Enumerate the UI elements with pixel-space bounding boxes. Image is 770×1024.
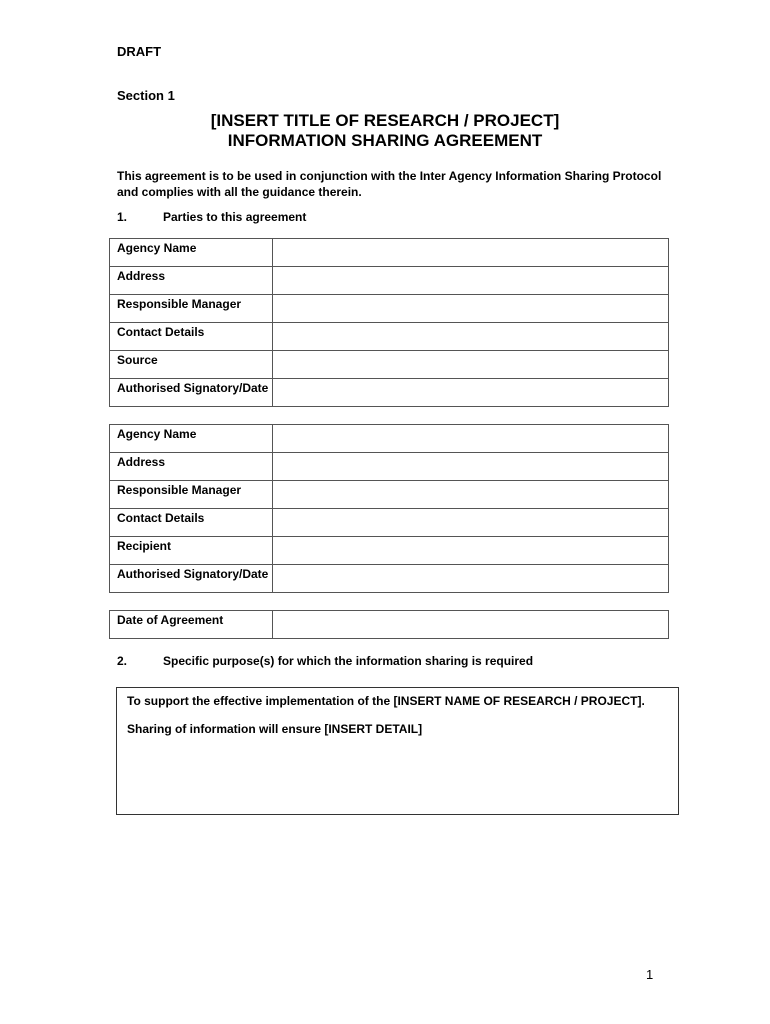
purpose-text-box[interactable] <box>116 687 679 815</box>
section-label: Section 1 <box>117 88 175 103</box>
field-label: Recipient <box>110 537 273 565</box>
source-field[interactable] <box>273 351 669 379</box>
document-subtitle: INFORMATION SHARING AGREEMENT <box>227 131 543 150</box>
date-of-agreement-table <box>109 610 669 639</box>
section-2-title: Specific purpose(s) for which the information sharing is required <box>163 654 534 668</box>
table-row <box>110 481 669 509</box>
field-label: Authorised Signatory/Date <box>110 565 273 593</box>
table-row <box>110 537 669 565</box>
field-label: Source <box>110 351 273 379</box>
agency-name-field[interactable] <box>273 239 669 267</box>
authorised-signatory-field[interactable] <box>273 565 669 593</box>
document-title: [INSERT TITLE OF RESEARCH / PROJECT] <box>210 111 560 130</box>
address-field[interactable] <box>273 453 669 481</box>
field-label: Agency Name <box>110 425 273 453</box>
table-row <box>110 267 669 295</box>
source-party-table <box>109 238 669 407</box>
field-label: Authorised Signatory/Date <box>110 379 273 407</box>
field-label: Contact Details <box>110 323 273 351</box>
intro-paragraph: This agreement is to be used in conjunction with the Inter Agency Information Sharing Protocol and complies with all the guidance therein. <box>117 169 662 199</box>
draft-label: DRAFT <box>117 44 162 59</box>
recipient-field[interactable] <box>273 537 669 565</box>
table-row <box>110 351 669 379</box>
section-2-number: 2. <box>117 654 128 668</box>
table-row <box>110 425 669 453</box>
section-1-title: Parties to this agreement <box>163 210 307 224</box>
purpose-paragraph-2: Sharing of information will ensure [INSERT DETAIL] <box>127 722 423 736</box>
table-row <box>110 611 669 639</box>
contact-details-field[interactable] <box>273 509 669 537</box>
field-label: Agency Name <box>110 239 273 267</box>
table-row <box>110 379 669 407</box>
field-label: Address <box>110 453 273 481</box>
table-row <box>110 295 669 323</box>
date-of-agreement-field[interactable] <box>273 611 669 639</box>
field-label: Contact Details <box>110 509 273 537</box>
page-number: 1 <box>646 967 654 982</box>
table-row <box>110 239 669 267</box>
purpose-paragraph-1: To support the effective implementation of the [INSERT NAME OF RESEARCH / PROJECT]. <box>127 694 645 708</box>
authorised-signatory-field[interactable] <box>273 379 669 407</box>
recipient-party-table <box>109 424 669 593</box>
responsible-manager-field[interactable] <box>273 295 669 323</box>
section-1-number: 1. <box>117 210 128 224</box>
field-label: Date of Agreement <box>110 611 273 639</box>
field-label: Responsible Manager <box>110 295 273 323</box>
agency-name-field[interactable] <box>273 425 669 453</box>
table-row <box>110 509 669 537</box>
field-label: Responsible Manager <box>110 481 273 509</box>
contact-details-field[interactable] <box>273 323 669 351</box>
address-field[interactable] <box>273 267 669 295</box>
table-row <box>110 565 669 593</box>
table-row <box>110 323 669 351</box>
responsible-manager-field[interactable] <box>273 481 669 509</box>
field-label: Address <box>110 267 273 295</box>
table-row <box>110 453 669 481</box>
